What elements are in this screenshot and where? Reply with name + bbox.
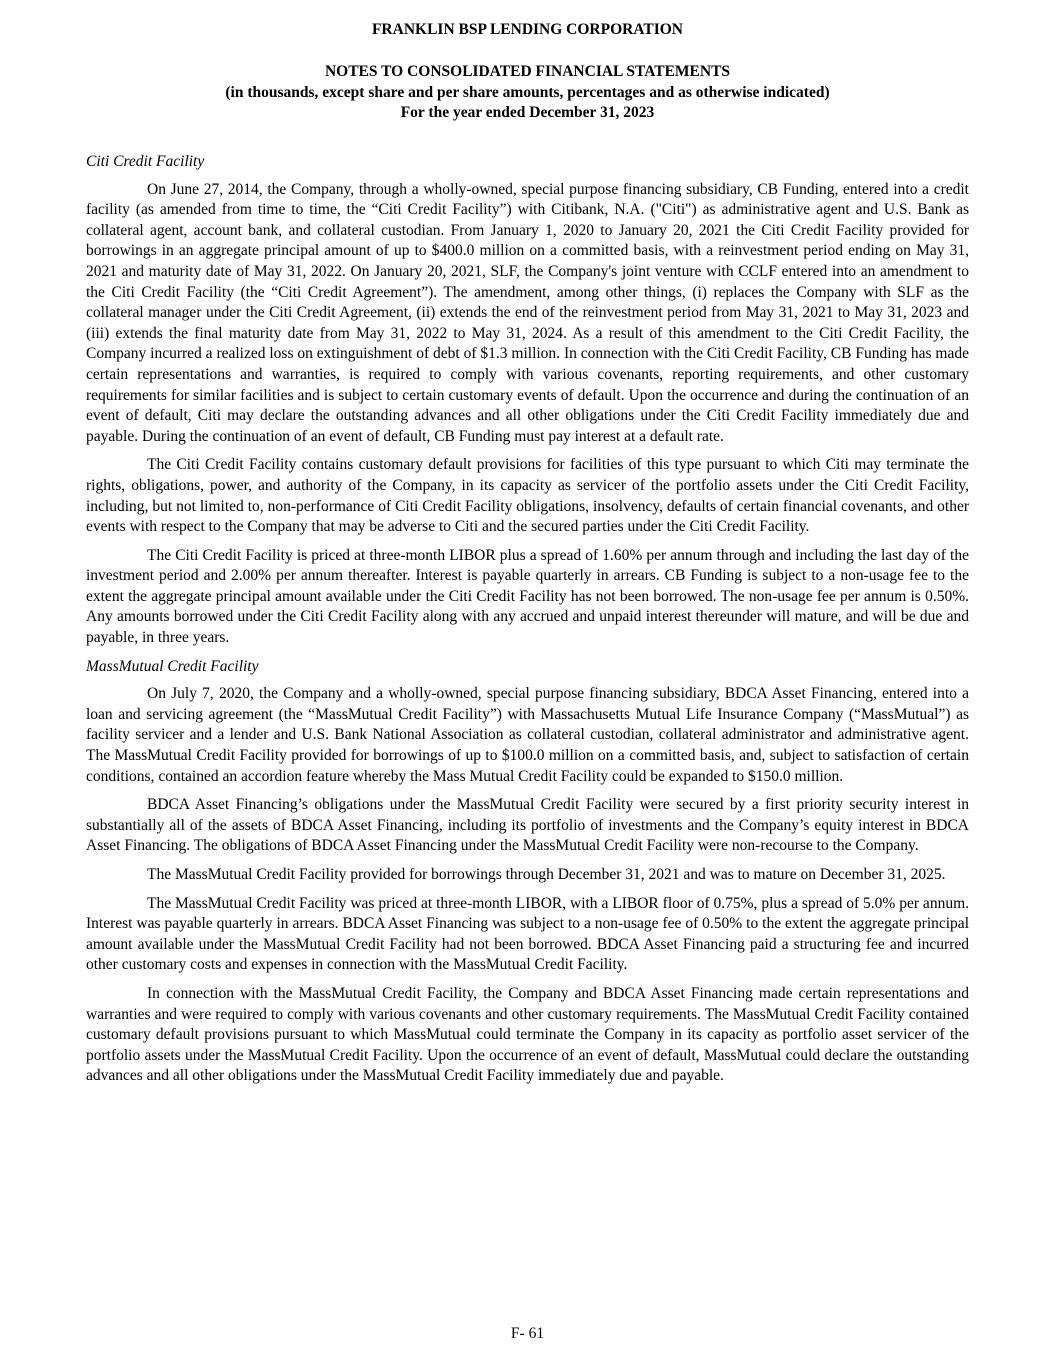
section-citi-credit-facility (86, 152, 969, 649)
statement-period: For the year ended December 31, 2023 (400, 104, 655, 121)
document-body (86, 152, 969, 1095)
statement-title-block (0, 62, 1055, 124)
section-massmutual-credit-facility (86, 657, 969, 1087)
paragraph: The Citi Credit Facility contains customary default provisions for facilities of this type pursuant to which Citi may terminate the rights, obligations, power, and authority of the Company, in its capacity as servicer of the portfolio assets under the Citi Credit Facility, including, but not limited to, non-performance of Citi Credit Facility obligations, insolvency, defaults of certain financial covenants, and other events with respect to the Company that may be adverse to Citi and the secured parties under the Citi Credit Facility. (86, 456, 969, 536)
paragraph: On June 27, 2014, the Company, through a wholly-owned, special purpose financing subsidiary, CB Funding, entered into a credit facility (as amended from time to time, the “Citi Credit Facility”) with Citibank, N.A. ("Citi") as administrative agent and U.S. Bank as collateral agent, account bank, and collateral custodian. From January 1, 2020 to January 20, 2021 the Citi Credit Facility provided for borrowings in an aggregate principal amount of up to $400.0 million on a committed basis, with a reinvestment period ending on May 31, 2021 and maturity date of May 31, 2022. On January 20, 2021, SLF, the Company's joint venture with CCLF entered into an amendment to the Citi Credit Facility (the “Citi Credit Agreement”). The amendment, among other things, (i) replaces the Company with SLF as the collateral manager under the Citi Credit Agreement, (ii) extends the end of the reinvestment period from May 31, 2021 to May 31, 2023 and (iii) extends the final maturity date from May 31, 2022 to May 31, 2024. As a result of this amendment to the Citi Credit Facility, the Company incurred a realized loss on extinguishment of debt of $1.3 million. In connection with the Citi Credit Facility, CB Funding has made certain representations and warranties, is required to comply with various covenants, reporting requirements, and other customary requirements for similar facilities and is subject to certain customary events of default. Upon the occurrence and during the continuation of an event of default, Citi may declare the outstanding advances and all other obligations under the Citi Credit Facility immediately due and payable. During the continuation of an event of default, CB Funding must pay interest at a default rate. (86, 180, 969, 445)
section-heading: MassMutual Credit Facility (86, 657, 259, 675)
paragraph: On July 7, 2020, the Company and a wholly-owned, special purpose financing subsidiary, BDCA Asset Financing, entered into a loan and servicing agreement (the “MassMutual Credit Facility”) with Massachusetts Mutual Life Insurance Company (“MassMutual”) as facility servicer and a lender and U.S. Bank National Association as collateral custodian, collateral administrator and administrative agent. The MassMutual Credit Facility provided for borrowings of up to $100.0 million on a committed basis, and, subject to satisfaction of certain conditions, contained an accordion feature whereby the Mass Mutual Credit Facility could be expanded to $150.0 million. (86, 685, 969, 785)
section-heading: Citi Credit Facility (86, 153, 205, 170)
statement-title: NOTES TO CONSOLIDATED FINANCIAL STATEMENTS (324, 63, 731, 80)
statement-subtitle: (in thousands, except share and per share amounts, percentages and as otherwise indicated) (225, 83, 830, 101)
paragraph: The MassMutual Credit Facility was priced at three-month LIBOR, with a LIBOR floor of 0.75%, plus a spread of 5.0% per annum. Interest was payable quarterly in arrears. BDCA Asset Financing was subject to a non-usage fee of 0.50% to the extent the aggregate principal amount available under the MassMutual Credit Facility had not been borrowed. BDCA Asset Financing paid a structuring fee and incurred other customary costs and expenses in connection with the MassMutual Credit Facility. (86, 894, 969, 974)
page-number: F- 61 (510, 1325, 545, 1342)
paragraph: In connection with the MassMutual Credit Facility, the Company and BDCA Asset Financing made certain representations and warranties and were required to comply with various covenants and other customary requirements. The MassMutual Credit Facility contained customary default provisions pursuant to which MassMutual could terminate the Company in its capacity as portfolio asset servicer of the portfolio assets under the MassMutual Credit Facility. Upon the occurrence of an event of default, MassMutual could declare the outstanding advances and all other obligations under the MassMutual Credit Facility immediately due and payable. (86, 984, 969, 1085)
company-name: FRANKLIN BSP LENDING CORPORATION (371, 21, 684, 38)
paragraph: The Citi Credit Facility is priced at three-month LIBOR plus a spread of 1.60% per annum through and including the last day of the investment period and 2.00% per annum thereafter. Interest is payable quarterly in arrears. CB Funding is subject to a non-usage fee to the extent the aggregate principal amount available under the Citi Credit Facility has not been borrowed. The non-usage fee per annum is 0.50%. Any amounts borrowed under the Citi Credit Facility along with any accrued and unpaid interest thereunder will mature, and will be due and payable, in three years. (86, 546, 969, 647)
paragraph: The MassMutual Credit Facility provided for borrowings through December 31, 2021 and was to mature on December 31, 2025. (147, 866, 946, 883)
paragraph: BDCA Asset Financing’s obligations under the MassMutual Credit Facility were secured by a first priority security interest in substantially all of the assets of BDCA Asset Financing, including its portfolio of investments and the Company’s equity interest in BDCA Asset Financing. The obligations of BDCA Asset Financing under the MassMutual Credit Facility were non-recourse to the Company. (86, 796, 969, 855)
